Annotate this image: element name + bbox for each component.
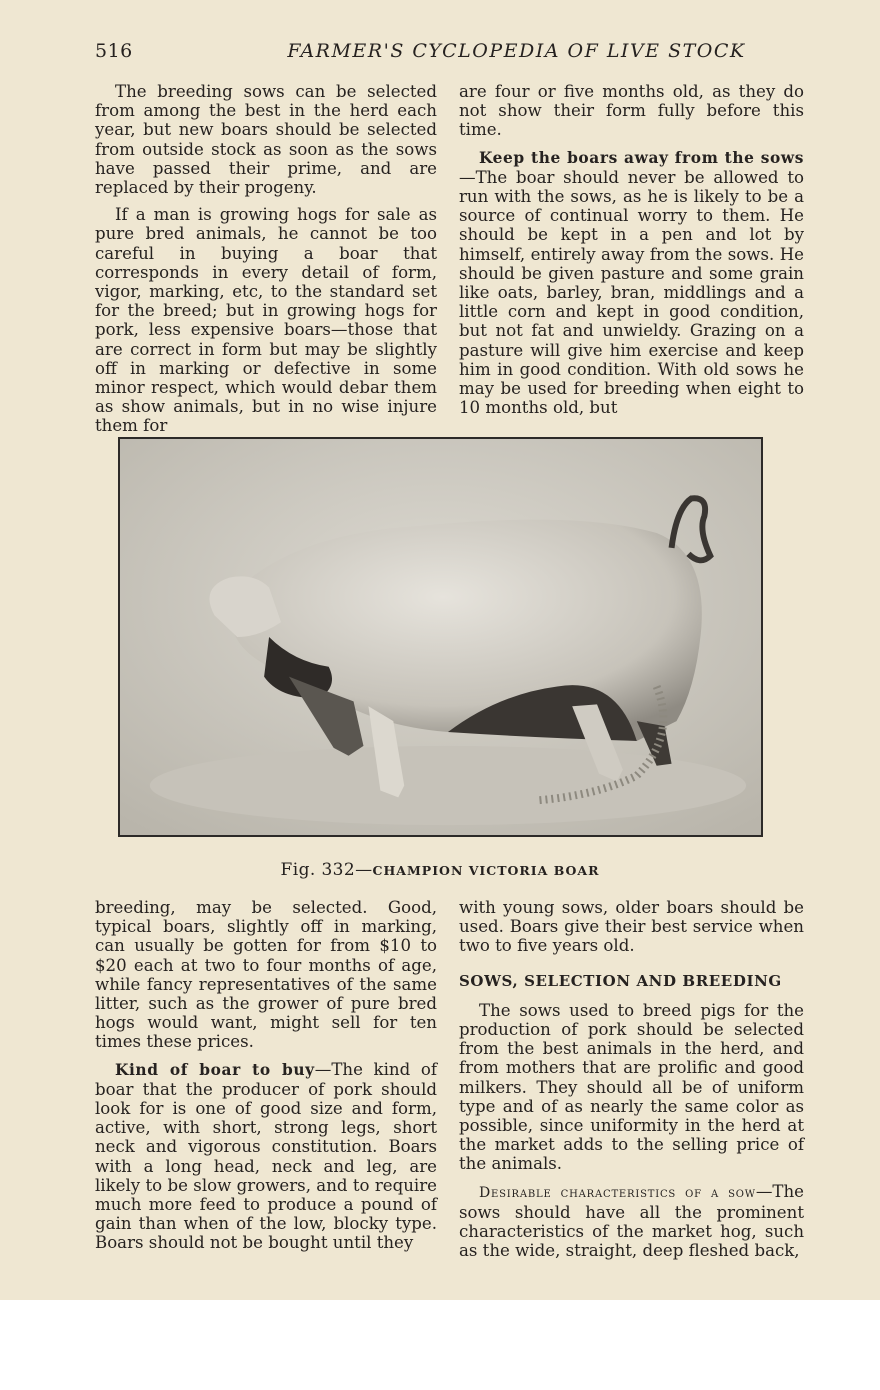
paragraph: If a man is growing hogs for sale as pure bred animals, he cannot be too careful in buying a boar that corresponds in every detail of form, vigor, marking, etc, to the standard set for the breed; but in growing hogs for pork, less expensive boars—those that are correct in form but may be slightly off in marking or defective in some minor respect, which would debar them as show animals, but in no wise injure them for (95, 205, 437, 436)
column-bottom-right (459, 898, 804, 1268)
figure-photo (118, 437, 763, 837)
run-in-heading: Kind of boar to buy (115, 1060, 315, 1079)
paragraph-continuation: breeding, may be selected. Good, typical boars, slightly off in marking, can usually be gotten for from $10 to $20 each at two to four months of age, while fancy representatives of the same litter, such as the grower of pure bred hogs would want, might sell for ten times these prices. (95, 898, 437, 1052)
column-bottom-left (95, 898, 437, 1261)
subheading: Desirable characteristics of a sow (479, 1184, 756, 1201)
page-number: 516 (95, 40, 133, 62)
paragraph (95, 1060, 437, 1253)
paragraph-continuation: are four or five months old, as they do not show their form fully before this time. (459, 82, 804, 140)
paragraph: The breeding sows can be selected from among the best in the herd each year, but new boars should be selected from outside stock as soon as the sows have passed their prime, and are replaced by their progeny. (95, 82, 437, 198)
figure-caption (0, 860, 880, 880)
run-in-heading: Keep the boars away from the sows (479, 148, 804, 167)
page-header (95, 40, 808, 68)
boar-photo (120, 439, 761, 835)
paragraph-text: —The kind of boar that the producer of pork should look for is one of good size and form, active, with short, strong legs, short neck and vigorous constitution. Boars with a long head, neck and leg, are likely to be slow growers, and to require much more feed to produce a pound of gain than when of the low, blocky type. Boars should not be bought until they (95, 1059, 437, 1253)
paragraph (459, 148, 804, 418)
paragraph-continuation: with young sows, older boars should be used. Boars give their best service when two to five years old. (459, 898, 804, 956)
figure-caption-text: CHAMPION VICTORIA BOAR (372, 863, 600, 878)
paragraph: The sows used to breed pigs for the production of pork should be selected from the best animals in the herd, and from mothers that are prolific and good milkers. They should all be of uniform type and of as nearly the same color as possible, since uniformity in the herd at the market adds to the selling price of the animals. (459, 1000, 804, 1174)
running-title: FARMER'S CYCLOPEDIA OF LIVE STOCK (287, 40, 746, 62)
figure-label: Fig. 332— (280, 860, 373, 880)
section-heading: SOWS, SELECTION AND BREEDING (459, 971, 782, 990)
paragraph (459, 1182, 804, 1261)
paragraph-text: —The boar should never be allowed to run with the sows, as he is likely to be a source of continual worry to them. He should be kept in a pen and lot by himself, entirely away from the sows. He should be given pasture and some grain like oats, barley, bran, middlings and a little corn and kept in good condition, but not fat and unwieldy. Grazing on a pasture will give him exercise and keep him in good condition. With old sows he may be used for breeding when eight to 10 months old, but (459, 167, 804, 418)
column-top-left (95, 82, 437, 444)
column-top-right (459, 82, 804, 425)
paragraph-text: —The sows should have all the prominent characteristics of the market hog, such as the wide, straight, deep fleshed back, (459, 1181, 804, 1261)
